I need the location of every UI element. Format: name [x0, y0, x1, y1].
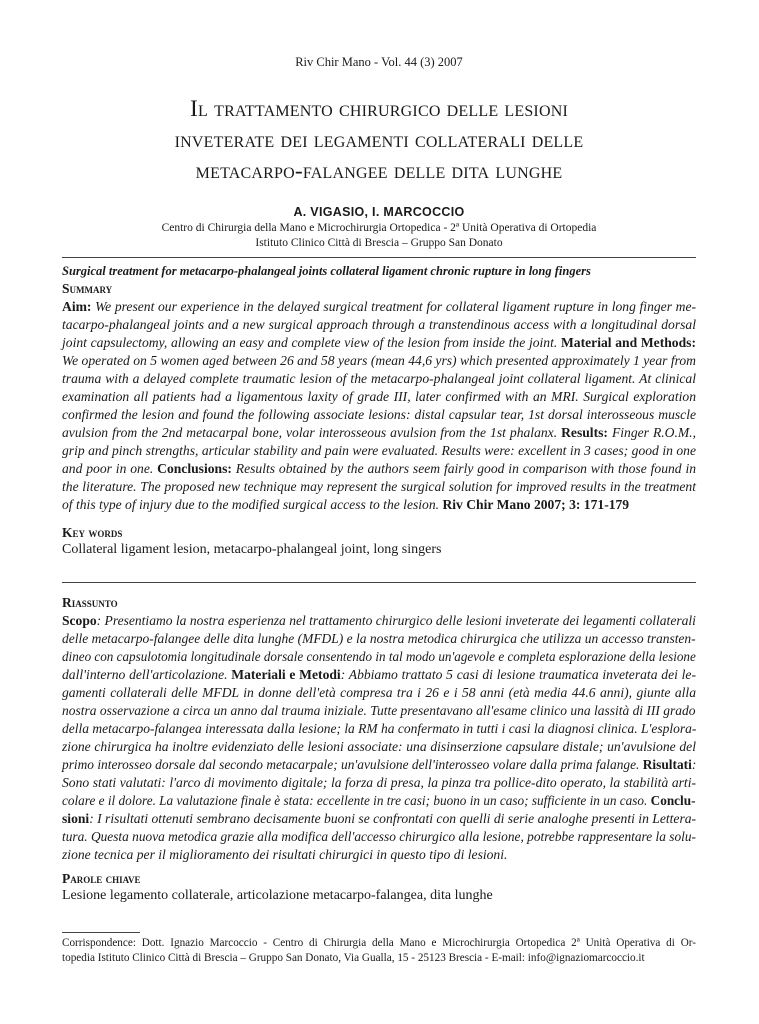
italic-run: gamenti collaterali delle MFDL in donne dell'età compresa tra i 26 e i 58 anni (età media 44.6 anni), giunte alla — [62, 685, 696, 700]
italic-run: the literature. The proposed new technique may represent the surgical solution for improved results in the treatment — [62, 479, 696, 494]
bold-run: Scopo — [62, 613, 97, 628]
italic-run: trauma with a delayed complete traumatic lesion of the metacarpo-phalangeal joint collateral ligament. At clinical — [62, 371, 696, 386]
text-line — [62, 370, 696, 388]
italic-run: colare e il dolore. La valutazione finale è stata: eccellente in tre casi; buono in un caso; sufficiente in un caso. — [62, 793, 651, 808]
correspondence-footnote — [62, 936, 696, 966]
text-line — [62, 630, 696, 648]
bold-run: Aim: — [62, 299, 96, 314]
italic-run: of this type of injury due to the modified surgical access to the lesion. — [62, 497, 443, 512]
journal-header: Riv Chir Mano - Vol. 44 (3) 2007 — [295, 55, 463, 69]
article-title — [62, 94, 696, 187]
bold-run: Conclusions: — [157, 461, 236, 476]
text-line — [62, 774, 696, 792]
bold-run: Materiali e Metodi — [231, 667, 341, 682]
text-line — [62, 666, 696, 684]
italic-run: tacarpo-phalangeal joints and a new surgical approach through a transtendinous access with a longitudinal dorsal — [62, 317, 696, 332]
footnote-line: topedia Istituto Clinico Città di Brescia – Gruppo San Donato, Via Gualla, 15 - 25123 Brescia - E-mail: info@ignaziomarcoccio.it — [62, 952, 645, 964]
text-line — [62, 648, 696, 666]
italic-run: : I risultati ottenuti sembrano decisamente buoni se confrontati con quelli di serie analoghe presenti in Lettera- — [89, 811, 697, 826]
italic-run: dall'interno dell'articolazione. — [62, 667, 232, 682]
title-line: inveterate dei legamenti collaterali delle — [174, 127, 584, 153]
italic-run: : Abbiamo trattato 5 casi di lesione traumatica inveterata dei le- — [340, 667, 696, 682]
text-line — [62, 810, 696, 828]
italic-run: Results obtained by the authors seem fairly good in comparison with those found in — [235, 461, 697, 476]
bold-run: Conclu- — [650, 793, 696, 808]
text-line — [62, 756, 697, 774]
text-line — [62, 334, 696, 352]
parole-chiave-heading: Parole chiave — [62, 871, 141, 886]
italic-run: grip and pinch strengths, articular stability and pain were evaluated. Results were: excellent in 3 cases; good in one — [62, 443, 696, 458]
italic-run: Finger R.O.M., — [611, 425, 696, 440]
italic-run: joint capsulectomy, allowing an easy and complete view of the lesion from inside the joint. — [62, 335, 561, 350]
text-line — [62, 352, 696, 370]
italic-run: Sono stati valutati: l'arco di movimento digitale; la forza di presa, la pinza tra pollice-dito operato, la stabilità arti- — [62, 775, 696, 790]
divider — [62, 257, 696, 258]
text-line — [62, 298, 696, 316]
italic-run: primo interosseo dorsale dal secondo metacarpale; un'avulsione dell'interosseo volare dalla prima falange. — [62, 757, 643, 772]
text-line — [62, 828, 696, 846]
text-line — [62, 846, 696, 864]
text-line — [62, 442, 696, 460]
footnote-divider — [62, 932, 140, 933]
bold-run: sioni — [62, 811, 90, 826]
footnote-line: Corrispondence: Dott. Ignazio Marcoccio - Centro di Chirurgia della Mano e Microchirurgia Ortopedica 2ª Unità Operativa di Or- — [62, 937, 696, 949]
english-title: Surgical treatment for metacarpo-phalangeal joints collateral ligament chronic rupture in long fingers — [62, 264, 591, 278]
text-line — [62, 496, 696, 514]
italic-run: : Presentiamo la nostra esperienza nel trattamento chirurgico delle lesioni inveterate dei legamenti collaterali — [96, 613, 696, 628]
bold-run: Material and Methods: — [560, 335, 696, 350]
riassunto-text — [62, 612, 696, 864]
bold-run: Risultati — [642, 757, 692, 772]
italic-run: We operated on 5 women aged between 26 and 58 years (mean 44,6 yrs) which presented approximately 1 year from — [62, 353, 696, 368]
italic-run: : — [691, 757, 697, 772]
title-line: metacarpo-falangee delle dita lunghe — [195, 158, 563, 184]
affiliation-line: Istituto Clinico Città di Brescia – Gruppo San Donato — [255, 237, 503, 249]
text-line — [62, 316, 696, 334]
bold-run: Riv Chir Mano 2007; 3: 171-179 — [442, 497, 630, 512]
italic-run: and poor in one. — [62, 461, 158, 476]
italic-run: avulsion from the 2nd metacarpal bone, volar interosseous avulsion from the 1st phalanx. — [62, 425, 562, 440]
summary-text — [62, 298, 696, 514]
italic-run: zione chirurgica ha inoltre evidenziato delle lesioni associate: una disinserzione capsulare distale; un'avulsione del — [62, 739, 696, 754]
italic-run: We present our experience in the delayed surgical treatment for collateral ligament rupture in long finger me- — [95, 299, 697, 314]
text-line — [62, 792, 696, 810]
text-line — [62, 478, 696, 496]
affiliation-line: Centro di Chirurgia della Mano e Microchirurgia Ortopedica - 2ª Unità Operativa di Ortopedia — [161, 222, 597, 234]
affiliation — [62, 221, 696, 251]
keywords-text: Collateral ligament lesion, metacarpo-phalangeal joint, long singers — [62, 542, 442, 557]
parole-chiave-text: Lesione legamento collaterale, articolazione metacarpo-falangea, dita lunghe — [62, 888, 493, 903]
text-line — [62, 460, 696, 478]
text-line — [62, 684, 696, 702]
riassunto-heading: Riassunto — [62, 595, 118, 610]
divider — [62, 582, 696, 583]
text-line — [62, 612, 694, 630]
italic-run: zione tecnica per il miglioramento dei risultati chirurgici in questo tipo di lesioni. — [62, 847, 508, 862]
text-line — [62, 388, 696, 406]
text-line — [62, 702, 696, 720]
italic-run: tura. Questa nuova metodica grazie alla modifica dell'accesso chirurgico alla lesione, potrebbe rappresentare la solu- — [62, 829, 696, 844]
text-line — [62, 424, 696, 442]
keywords-heading: Key words — [62, 525, 123, 540]
authors: A. VIGASIO, I. MARCOCCIO — [293, 205, 465, 219]
bold-run: Results: — [561, 425, 612, 440]
text-line — [62, 720, 697, 738]
italic-run: della metacarpo-falangea interessata dalla lesione; la RM ha confermato in tutti i casi la diagnosi clinica. L'esplora- — [62, 721, 697, 736]
italic-run: nostra osservazione a circa un anno dal trauma iniziale. Tutte presentavano all'esame clinico una lassità di III grado — [62, 703, 696, 718]
italic-run: delle metacarpo-falangee delle dita lunghe (MFDL) e la nostra metodica chirurgica che utilizza un accesso transten- — [62, 631, 696, 646]
summary-heading: Summary — [62, 281, 113, 296]
italic-run: dineo con capsulotomia longitudinale dorsale consentendo in tal modo un'agevole e completa esplorazione della lesione — [62, 649, 696, 664]
title-line: Il trattamento chirurgico delle lesioni — [190, 96, 568, 122]
text-line — [62, 738, 696, 756]
text-line — [62, 406, 696, 424]
italic-run: confirmed the lesion and found the following associate lesions: distal capsular tear, 1st dorsal interosseous muscle — [62, 407, 696, 422]
italic-run: examination all patients had a ligamentous laxity of grade III, later confirmed with an MRI. Surgical exploration — [62, 389, 696, 404]
